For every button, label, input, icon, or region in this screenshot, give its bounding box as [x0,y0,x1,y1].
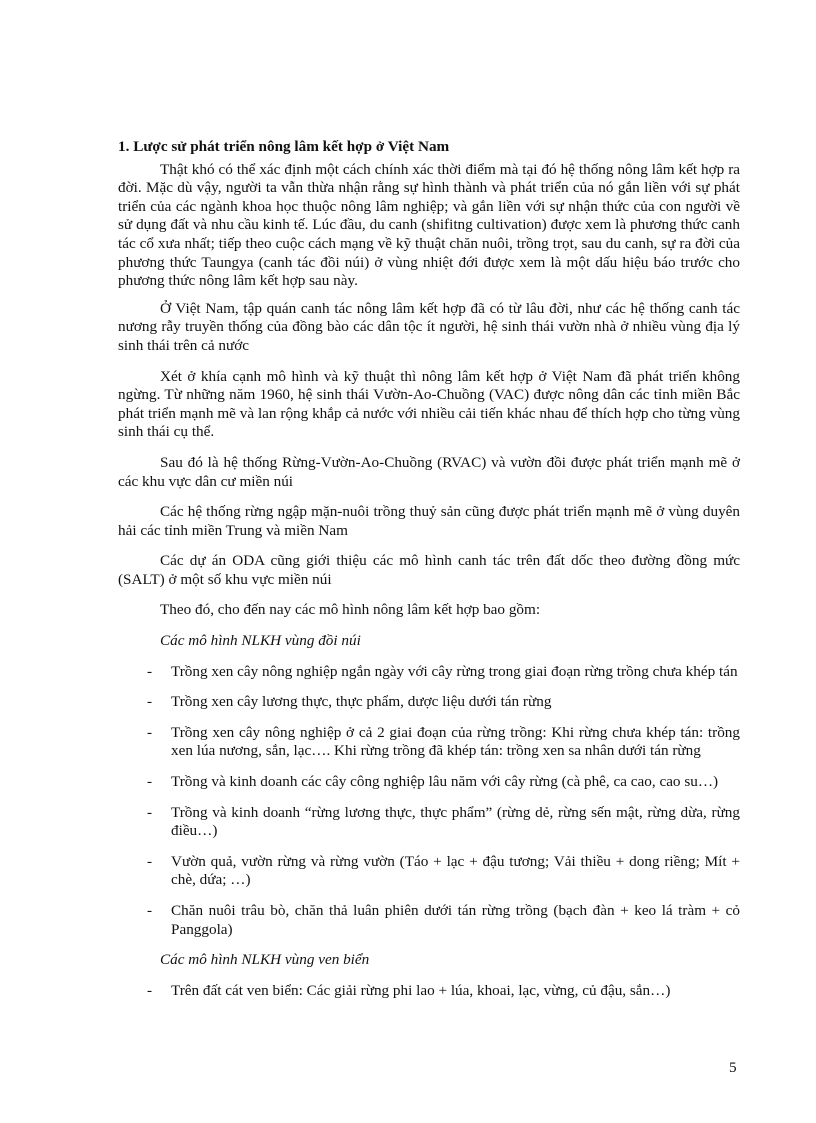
subheading-coastal-models: Các mô hình NLKH vùng ven biển [160,951,370,969]
list-item [118,804,740,841]
list-item [118,902,740,939]
list-item-text: Chăn nuôi trâu bò, chăn thả luân phiên dưới tán rừng trồng (bạch đàn + keo lá tràm + cỏ Panggola) [171,902,740,938]
paragraph-models-techniques: Xét ở khía cạnh mô hình và kỹ thuật thì nông lâm kết hợp ở Việt Nam đã phát triển không ngừng. Từ những năm 1960, hệ sinh thái Vườn-Ao-Chuồng (VAC) được nông dân các tỉnh miền Bắc phát triển mạnh mẽ và lan rộng khắp cả nước với nhiều cải tiến khác nhau để thích hợp cho từng vùng sinh thái cụ thể. [118,367,740,441]
section-heading: 1. Lược sử phát triển nông lâm kết hợp ở Việt Nam [118,138,450,155]
list-dash: - [147,773,153,791]
list-item-text: Vườn quả, vườn rừng và rừng vườn (Táo + lạc + đậu tương; Vải thiều + dong riềng; Mít + chè, dứa; …) [171,852,740,889]
list-item [118,982,740,1001]
list-dash: - [147,902,153,919]
list-item [118,693,740,712]
list-item-text: Trồng và kinh doanh các cây công nghiệp lâu năm với cây rừng (cà phê, ca cao, cao su…) [171,773,719,791]
list-item [118,773,740,792]
list-dash: - [147,662,153,680]
paragraph-models-list-intro: Theo đó, cho đến nay các mô hình nông lâm kết hợp bao gồm: [160,601,541,619]
list-item-text: Trên đất cát ven biển: Các giải rừng phi lao + lúa, khoai, lạc, vừng, củ đậu, sắn…) [171,981,671,999]
paragraph-oda-salt: Các dự án ODA cũng giới thiệu các mô hình canh tác trên đất dốc theo đường đồng mức (SALT) ở một số khu vực miền núi [118,552,740,588]
paragraph-mangrove: Các hệ thống rừng ngập mặn-nuôi trồng thuỷ sản cũng được phát triển mạnh mẽ ở vùng duyên hải các tỉnh miền Trung và miền Nam [118,503,740,539]
list-item [118,663,740,682]
list-item-text: Trồng xen cây nông nghiệp ngắn ngày với cây rừng trong giai đoạn rừng trồng chưa khép tán [171,662,738,680]
list-dash: - [147,852,153,870]
paragraph-intro: Thật khó có thể xác định một cách chính xác thời điểm mà tại đó hệ thống nông lâm kết hợp ra đời. Mặc dù vậy, người ta vẫn thừa nhận rằng sự hình thành và phát triển của nó gắn liền với sự phát triển của các ngành khoa học thuộc nông lâm nghiệp; và gắn liền với sự nhận thức của con người về sử dụng đất và nhu cầu kinh tế. Lúc đầu, du canh (shifitng cultivation) được xem là phương thức canh tác cổ xưa nhất; tiếp theo cuộc cách mạng về kỹ thuật chăn nuôi, trồng trọt, sau du canh, sự ra đời của phương thức Taungya (canh tác đồi núi) ở vùng nhiệt đới được xem là một dấu hiệu báo trước cho phương thức nông lâm kết hợp sau này. [118,160,740,290]
upland-model-list [118,663,740,940]
list-item [118,724,740,761]
page-content [118,138,740,1012]
list-item [118,853,740,890]
subheading-upland-models: Các mô hình NLKH vùng đồi núi [160,632,361,650]
list-dash: - [147,723,153,741]
list-dash: - [147,981,153,999]
list-dash: - [147,693,153,711]
list-item-text: Trồng xen cây nông nghiệp ở cả 2 giai đoạn của rừng trồng: Khi rừng chưa khép tán: trồng xen lúa nương, sắn, lạc…. Khi rừng trồng đã khép tán: trồng xen sa nhân dưới tán rừng [171,723,740,760]
coastal-model-list [118,982,740,1001]
list-dash: - [147,803,153,821]
list-item-text: Trồng xen cây lương thực, thực phẩm, dược liệu dưới tán rừng [171,693,552,711]
page-number: 5 [729,1059,737,1076]
paragraph-rvac: Sau đó là hệ thống Rừng-Vườn-Ao-Chuồng (RVAC) và vườn đồi được phát triển mạnh mẽ ở các khu vực dân cư miền núi [118,453,740,490]
paragraph-vietnam-tradition: Ở Việt Nam, tập quán canh tác nông lâm kết hợp đã có từ lâu đời, như các hệ thống canh tác nương rẫy truyền thống của đồng bào các dân tộc ít người, hệ sinh thái vườn nhà ở nhiều vùng địa lý sinh thái trên cả nước [118,299,740,354]
list-item-text: Trồng và kinh doanh “rừng lương thực, thực phẩm” (rừng dẻ, rừng sến mật, rừng dừa, rừng điều…) [171,803,740,840]
